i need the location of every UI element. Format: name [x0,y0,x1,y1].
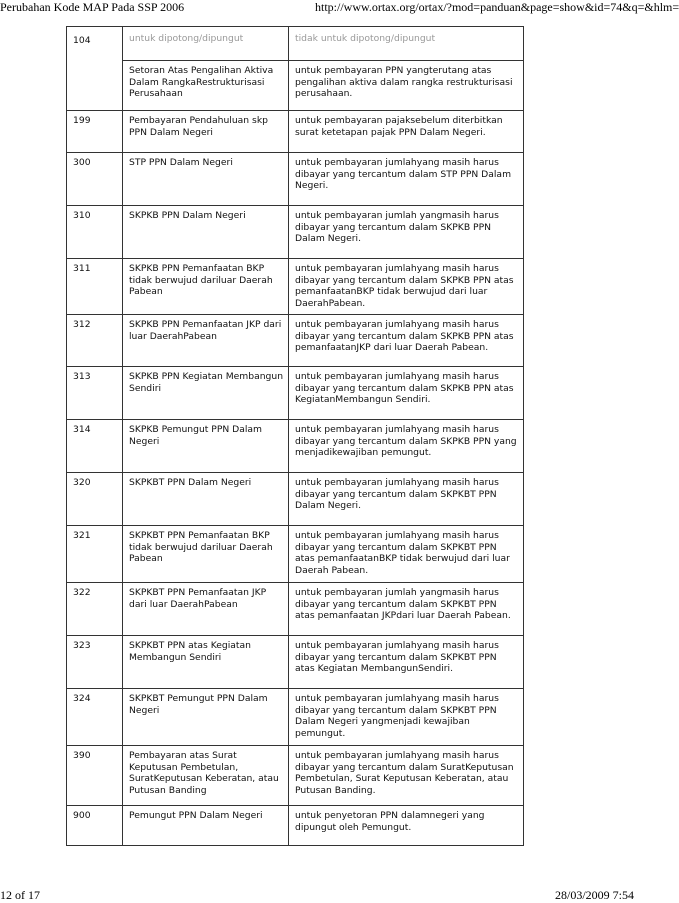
desc-cell: untuk pembayaran jumlah yangmasih harus dibayar yang tercantum dalam SKPKBT PPN atas pemanfaatan JKPdari luar Daerah Pabean. [289,583,524,636]
name-cell: Setoran Atas Pengalihan Aktiva Dalam RangkaRestrukturisasi Perusahaan [123,61,289,111]
page-footer-page-count: 12 of 17 [0,888,40,902]
desc-cell: untuk pembayaran jumlahyang masih harus dibayar yang tercantum dalam SKPKBT PPN atas pemanfaatanBKP tidak berwujud dari luar Daerah Pabean. [289,526,524,583]
table-row [67,583,524,636]
code-cell: 311 [67,259,123,315]
name-cell [123,27,289,61]
table-row [67,746,524,806]
code-cell [67,27,123,111]
name-cell: SKPKBT PPN Pemanfaatan BKP tidak berwujud dariluar Daerah Pabean [123,526,289,583]
map-code-table [66,26,524,846]
desc-cell: untuk pembayaran pajaksebelum diterbitkan surat ketetapan pajak PPN Dalam Negeri. [289,111,524,153]
name-cell: STP PPN Dalam Negeri [123,153,289,206]
code-cell: 312 [67,315,123,367]
name-cell: SKPKBT PPN Dalam Negeri [123,473,289,526]
page-header-url: http://www.ortax.org/ortax/?mod=panduan&page=show&id=74&q=&hlm= [315,0,679,14]
table-row [67,636,524,689]
table-row [67,689,524,746]
name-cell: Pemungut PPN Dalam Negeri [123,806,289,846]
name-cell: SKPKB PPN Pemanfaatan BKP tidak berwujud dariluar Daerah Pabean [123,259,289,315]
table-row [67,259,524,315]
desc-cell: untuk pembayaran jumlah yangmasih harus dibayar yang tercantum dalam SKPKB PPN Dalam Negeri. [289,206,524,259]
code-cell: 322 [67,583,123,636]
desc-cell: untuk penyetoran PPN dalamnegeri yang dipungut oleh Pemungut. [289,806,524,846]
desc-cell: untuk pembayaran jumlahyang masih harus dibayar yang tercantum dalam SKPKBT PPN Dalam Negeri yangmenjadi kewajiban pemungut. [289,689,524,746]
table-row [67,420,524,473]
map-code-table-container [66,34,523,836]
code-cell: 323 [67,636,123,689]
desc-cell: untuk pembayaran jumlahyang masih harus dibayar yang tercantum dalam SuratKeputusan Pembetulan, Surat Keputusan Keberatan, atau Putusan Banding. [289,746,524,806]
desc-cell: untuk pembayaran jumlahyang masih harus dibayar yang tercantum dalam SKPKB PPN yang menjadikewajiban pemungut. [289,420,524,473]
name-cell: SKPKB Pemungut PPN Dalam Negeri [123,420,289,473]
table-row [67,111,524,153]
page-header-title: Perubahan Kode MAP Pada SSP 2006 [0,0,185,14]
name-cell: SKPKBT PPN Pemanfaatan JKP dari luar DaerahPabean [123,583,289,636]
table-row [67,153,524,206]
code-text: 104 [73,34,91,46]
code-cell: 300 [67,153,123,206]
code-cell: 313 [67,367,123,420]
code-cell: 310 [67,206,123,259]
desc-cell: untuk pembayaran jumlahyang masih harus dibayar yang tercantum dalam SKPKB PPN atas pemanfaatanBKP tidak berwujud dari luar DaerahPabean. [289,259,524,315]
table-row [67,206,524,259]
desc-cell: untuk pembayaran jumlahyang masih harus dibayar yang tercantum dalam SKPKB PPN atas pemanfaatanJKP dari luar Daerah Pabean. [289,315,524,367]
table-row [67,27,524,61]
table-row [67,367,524,420]
name-cell: SKPKBT Pemungut PPN Dalam Negeri [123,689,289,746]
name-cell: SKPKBT PPN atas Kegiatan Membangun Sendiri [123,636,289,689]
name-text-partial: untuk dipotong/dipungut [129,33,244,44]
code-cell: 390 [67,746,123,806]
desc-cell: untuk pembayaran jumlahyang masih harus dibayar yang tercantum dalam SKPKB PPN atas KegiatanMembangun Sendiri. [289,367,524,420]
page-footer-datetime: 28/03/2009 7:54 [555,888,635,902]
desc-cell: untuk pembayaran jumlahyang masih harus dibayar yang tercantum dalam SKPKBT PPN Dalam Negeri. [289,473,524,526]
table-row [67,315,524,367]
code-cell: 900 [67,806,123,846]
table-row [67,806,524,846]
name-cell: SKPKB PPN Kegiatan Membangun Sendiri [123,367,289,420]
code-cell: 324 [67,689,123,746]
code-cell: 314 [67,420,123,473]
desc-cell: untuk pembayaran PPN yangterutang atas pengalihan aktiva dalam rangka restrukturisasi perusahaan. [289,61,524,111]
name-cell: Pembayaran Pendahuluan skp PPN Dalam Negeri [123,111,289,153]
name-cell: SKPKB PPN Dalam Negeri [123,206,289,259]
name-cell: Pembayaran atas Surat Keputusan Pembetulan, SuratKeputusan Keberatan, atau Putusan Banding [123,746,289,806]
table-row [67,61,524,111]
desc-cell: untuk pembayaran jumlahyang masih harus dibayar yang tercantum dalam SKPKBT PPN atas Kegiatan MembangunSendiri. [289,636,524,689]
table-row [67,473,524,526]
table-row [67,526,524,583]
desc-cell: untuk pembayaran jumlahyang masih harus dibayar yang tercantum dalam STP PPN Dalam Negeri. [289,153,524,206]
name-cell: SKPKB PPN Pemanfaatan JKP dari luar DaerahPabean [123,315,289,367]
code-cell: 199 [67,111,123,153]
code-cell: 321 [67,526,123,583]
desc-text-partial: tidak untuk dipotong/dipungut [295,33,436,44]
code-cell: 320 [67,473,123,526]
desc-cell [289,27,524,61]
